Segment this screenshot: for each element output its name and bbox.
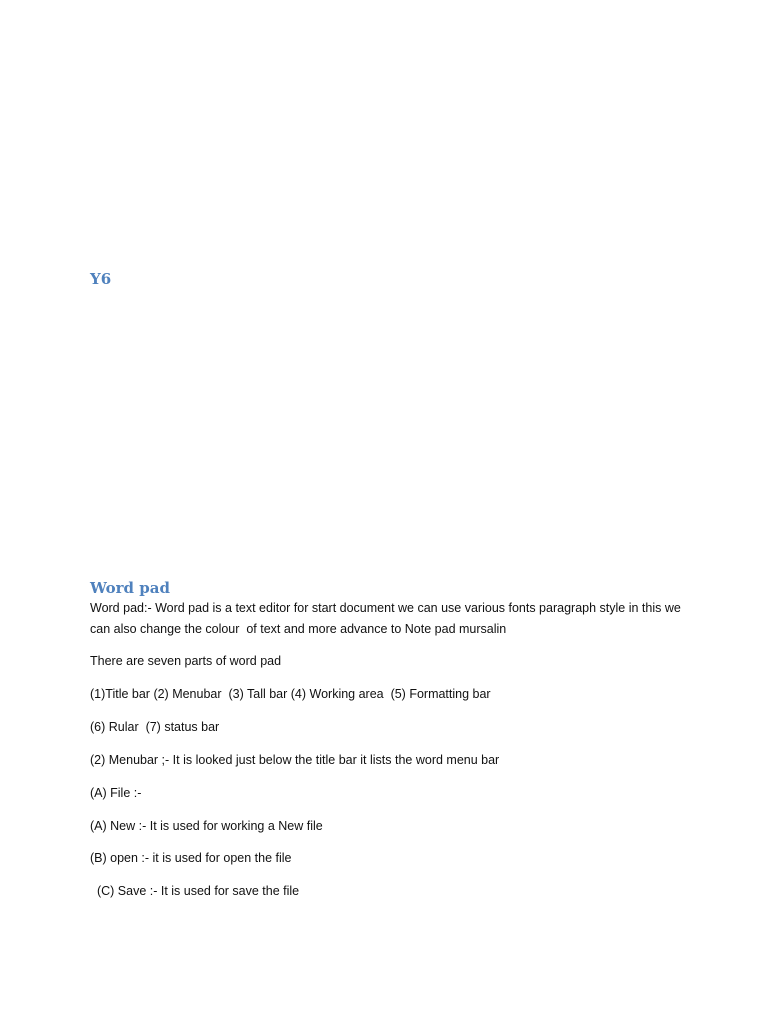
section-heading-y6: Y6 <box>90 270 112 288</box>
section-heading-word-pad: Word pad <box>90 579 170 597</box>
paragraph-file: (A) File :- <box>90 786 142 800</box>
intro-paragraph: Word pad:- Word pad is a text editor for start document we can use various fonts paragraph style in this we can also change the colour of text and more advance to Note pad mursalin <box>90 601 685 636</box>
paragraph-save: (C) Save :- It is used for save the file <box>90 884 300 898</box>
paragraph-parts-list-2: (6) Rular (7) status bar <box>90 720 220 734</box>
paragraph-parts-list-1: (1)Title bar (2) Menubar (3) Tall bar (4) Working area (5) Formatting bar <box>90 687 491 701</box>
paragraph-parts-count: There are seven parts of word pad <box>90 654 282 668</box>
paragraph-open: (B) open :- it is used for open the file <box>90 851 292 865</box>
paragraph-menubar: (2) Menubar ;- It is looked just below the title bar it lists the word menu bar <box>90 753 500 767</box>
paragraph-new: (A) New :- It is used for working a New file <box>90 819 323 833</box>
